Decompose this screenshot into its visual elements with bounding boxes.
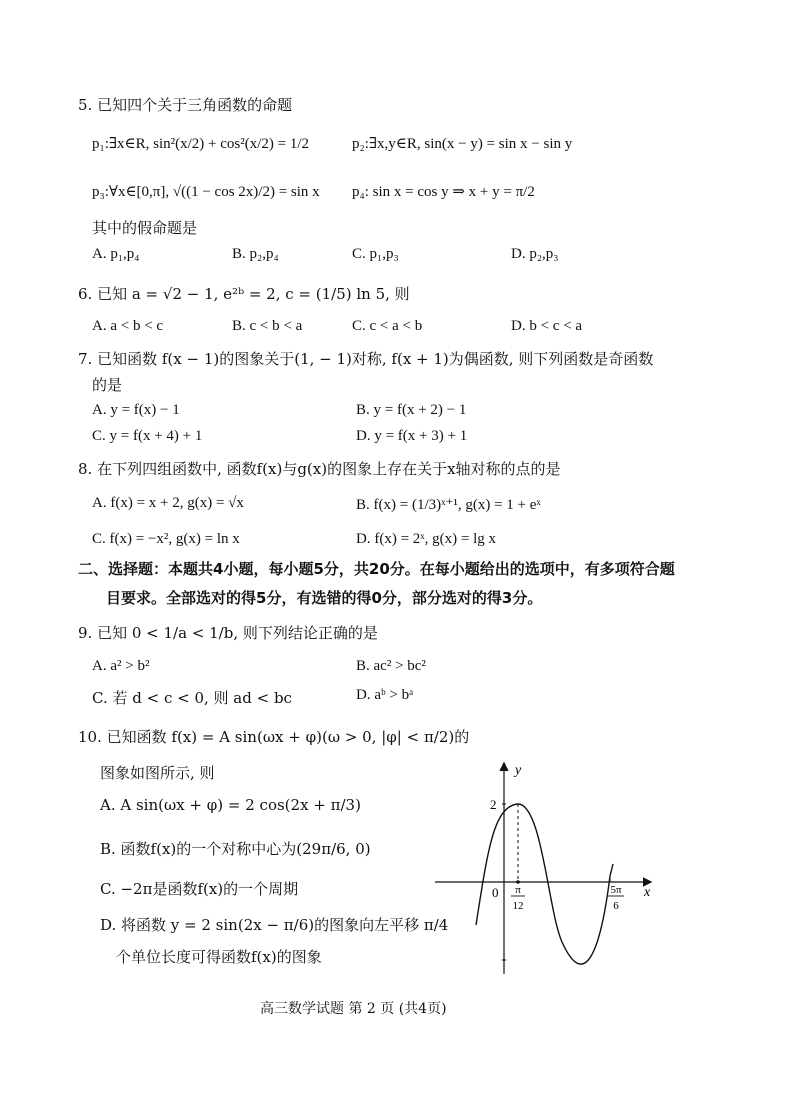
q5-option-c: C. p₁,p₃ bbox=[352, 246, 399, 262]
section2-header-line1: 二、选择题：本题共4小题，每小题5分，共20分。在每小题给出的选项中，有多项符合题 bbox=[78, 560, 675, 578]
q9-option-a: A. a² > b² bbox=[92, 658, 150, 674]
q7-stem-line2: 的是 bbox=[92, 376, 123, 394]
q10-option-d-line1: D. 将函数 y = 2 sin(2x − π/6)的图象向左平移 π/4 bbox=[100, 916, 449, 934]
q5-option-b: B. p₂,p₄ bbox=[232, 246, 279, 262]
q7-option-a: A. y = f(x) − 1 bbox=[92, 402, 180, 418]
q10-option-a: A. A sin(ωx + φ) = 2 cos(2x + π/3) bbox=[100, 796, 361, 814]
q8-option-a: A. f(x) = x + 2, g(x) = √x bbox=[92, 495, 244, 511]
q6-stem: 6. 已知 a = √2 − 1, e²ᵇ = 2, c = (1/5) ln 5, 则 bbox=[78, 285, 410, 303]
peak-value-label: 2 bbox=[490, 797, 497, 812]
q5-option-d: D. p₂,p₃ bbox=[511, 246, 559, 262]
q5-p3: p₃:∀x∈[0,π], √((1 − cos 2x)/2) = sin x bbox=[92, 184, 320, 200]
q8-stem: 8. 在下列四组函数中, 函数f(x)与g(x)的图象上存在关于x轴对称的点的是 bbox=[78, 460, 561, 478]
q5-p4: p₄: sin x = cos y ⇒ x + y = π/2 bbox=[352, 184, 535, 200]
origin-label: 0 bbox=[492, 885, 499, 900]
q8-option-d: D. f(x) = 2ˣ, g(x) = lg x bbox=[356, 531, 496, 547]
q5-p2: p₂:∃x,y∈R, sin(x − y) = sin x − sin y bbox=[352, 136, 573, 152]
five-pi-6-denominator: 6 bbox=[613, 900, 619, 912]
pi-12-denominator: 12 bbox=[512, 900, 524, 912]
q9-option-c: C. 若 d < c < 0, 则 ad < bc bbox=[92, 689, 292, 707]
q9-option-d: D. aᵇ > bᵃ bbox=[356, 687, 414, 703]
q8-option-c: C. f(x) = −x², g(x) = ln x bbox=[92, 531, 240, 547]
page-footer: 高三数学试题 第 2 页 (共4页) bbox=[260, 1001, 447, 1017]
q10-stem: 10. 已知函数 f(x) = A sin(ωx + φ)(ω > 0, |φ| < π/2)的 bbox=[78, 728, 470, 746]
pi-12-numerator: π bbox=[515, 884, 521, 896]
q5-option-a: A. p₁,p₄ bbox=[92, 246, 140, 262]
q7-option-c: C. y = f(x + 4) + 1 bbox=[92, 428, 203, 444]
q7-stem-line1: 7. 已知函数 f(x − 1)的图象关于(1, − 1)对称, f(x + 1)为偶函数, 则下列函数是奇函数 bbox=[78, 350, 654, 368]
q5-p1: p₁:∃x∈R, sin²(x/2) + cos²(x/2) = 1/2 bbox=[92, 136, 310, 152]
q10-option-c: C. −2π是函数f(x)的一个周期 bbox=[100, 880, 299, 898]
q10-stem2: 图象如图所示, 则 bbox=[100, 764, 215, 782]
q7-option-b: B. y = f(x + 2) − 1 bbox=[356, 402, 467, 418]
section2-header-line2: 目要求。全部选对的得5分，有选错的得0分，部分选对的得3分。 bbox=[106, 589, 543, 607]
q6-option-b: B. c < b < a bbox=[232, 318, 303, 334]
q8-option-b: B. f(x) = (1/3)ˣ⁺¹, g(x) = 1 + eˣ bbox=[356, 497, 541, 513]
y-axis-label: y bbox=[515, 763, 522, 778]
q6-option-d: D. b < c < a bbox=[511, 318, 583, 334]
q7-option-d: D. y = f(x + 3) + 1 bbox=[356, 428, 468, 444]
q10-option-b: B. 函数f(x)的一个对称中心为(29π/6, 0) bbox=[100, 840, 371, 858]
q10-option-d-line2: 个单位长度可得函数f(x)的图象 bbox=[116, 948, 322, 966]
q9-stem: 9. 已知 0 < 1/a < 1/b, 则下列结论正确的是 bbox=[78, 624, 378, 642]
q5-question: 其中的假命题是 bbox=[92, 219, 198, 237]
x-axis-label: x bbox=[644, 885, 651, 900]
q6-option-c: C. c < a < b bbox=[352, 318, 423, 334]
q6-option-a: A. a < b < c bbox=[92, 318, 164, 334]
five-pi-6-numerator: 5π bbox=[610, 884, 622, 896]
sine-graph bbox=[430, 760, 660, 980]
q5-stem: 5. 已知四个关于三角函数的命题 bbox=[78, 96, 293, 114]
q9-option-b: B. ac² > bc² bbox=[356, 658, 426, 674]
